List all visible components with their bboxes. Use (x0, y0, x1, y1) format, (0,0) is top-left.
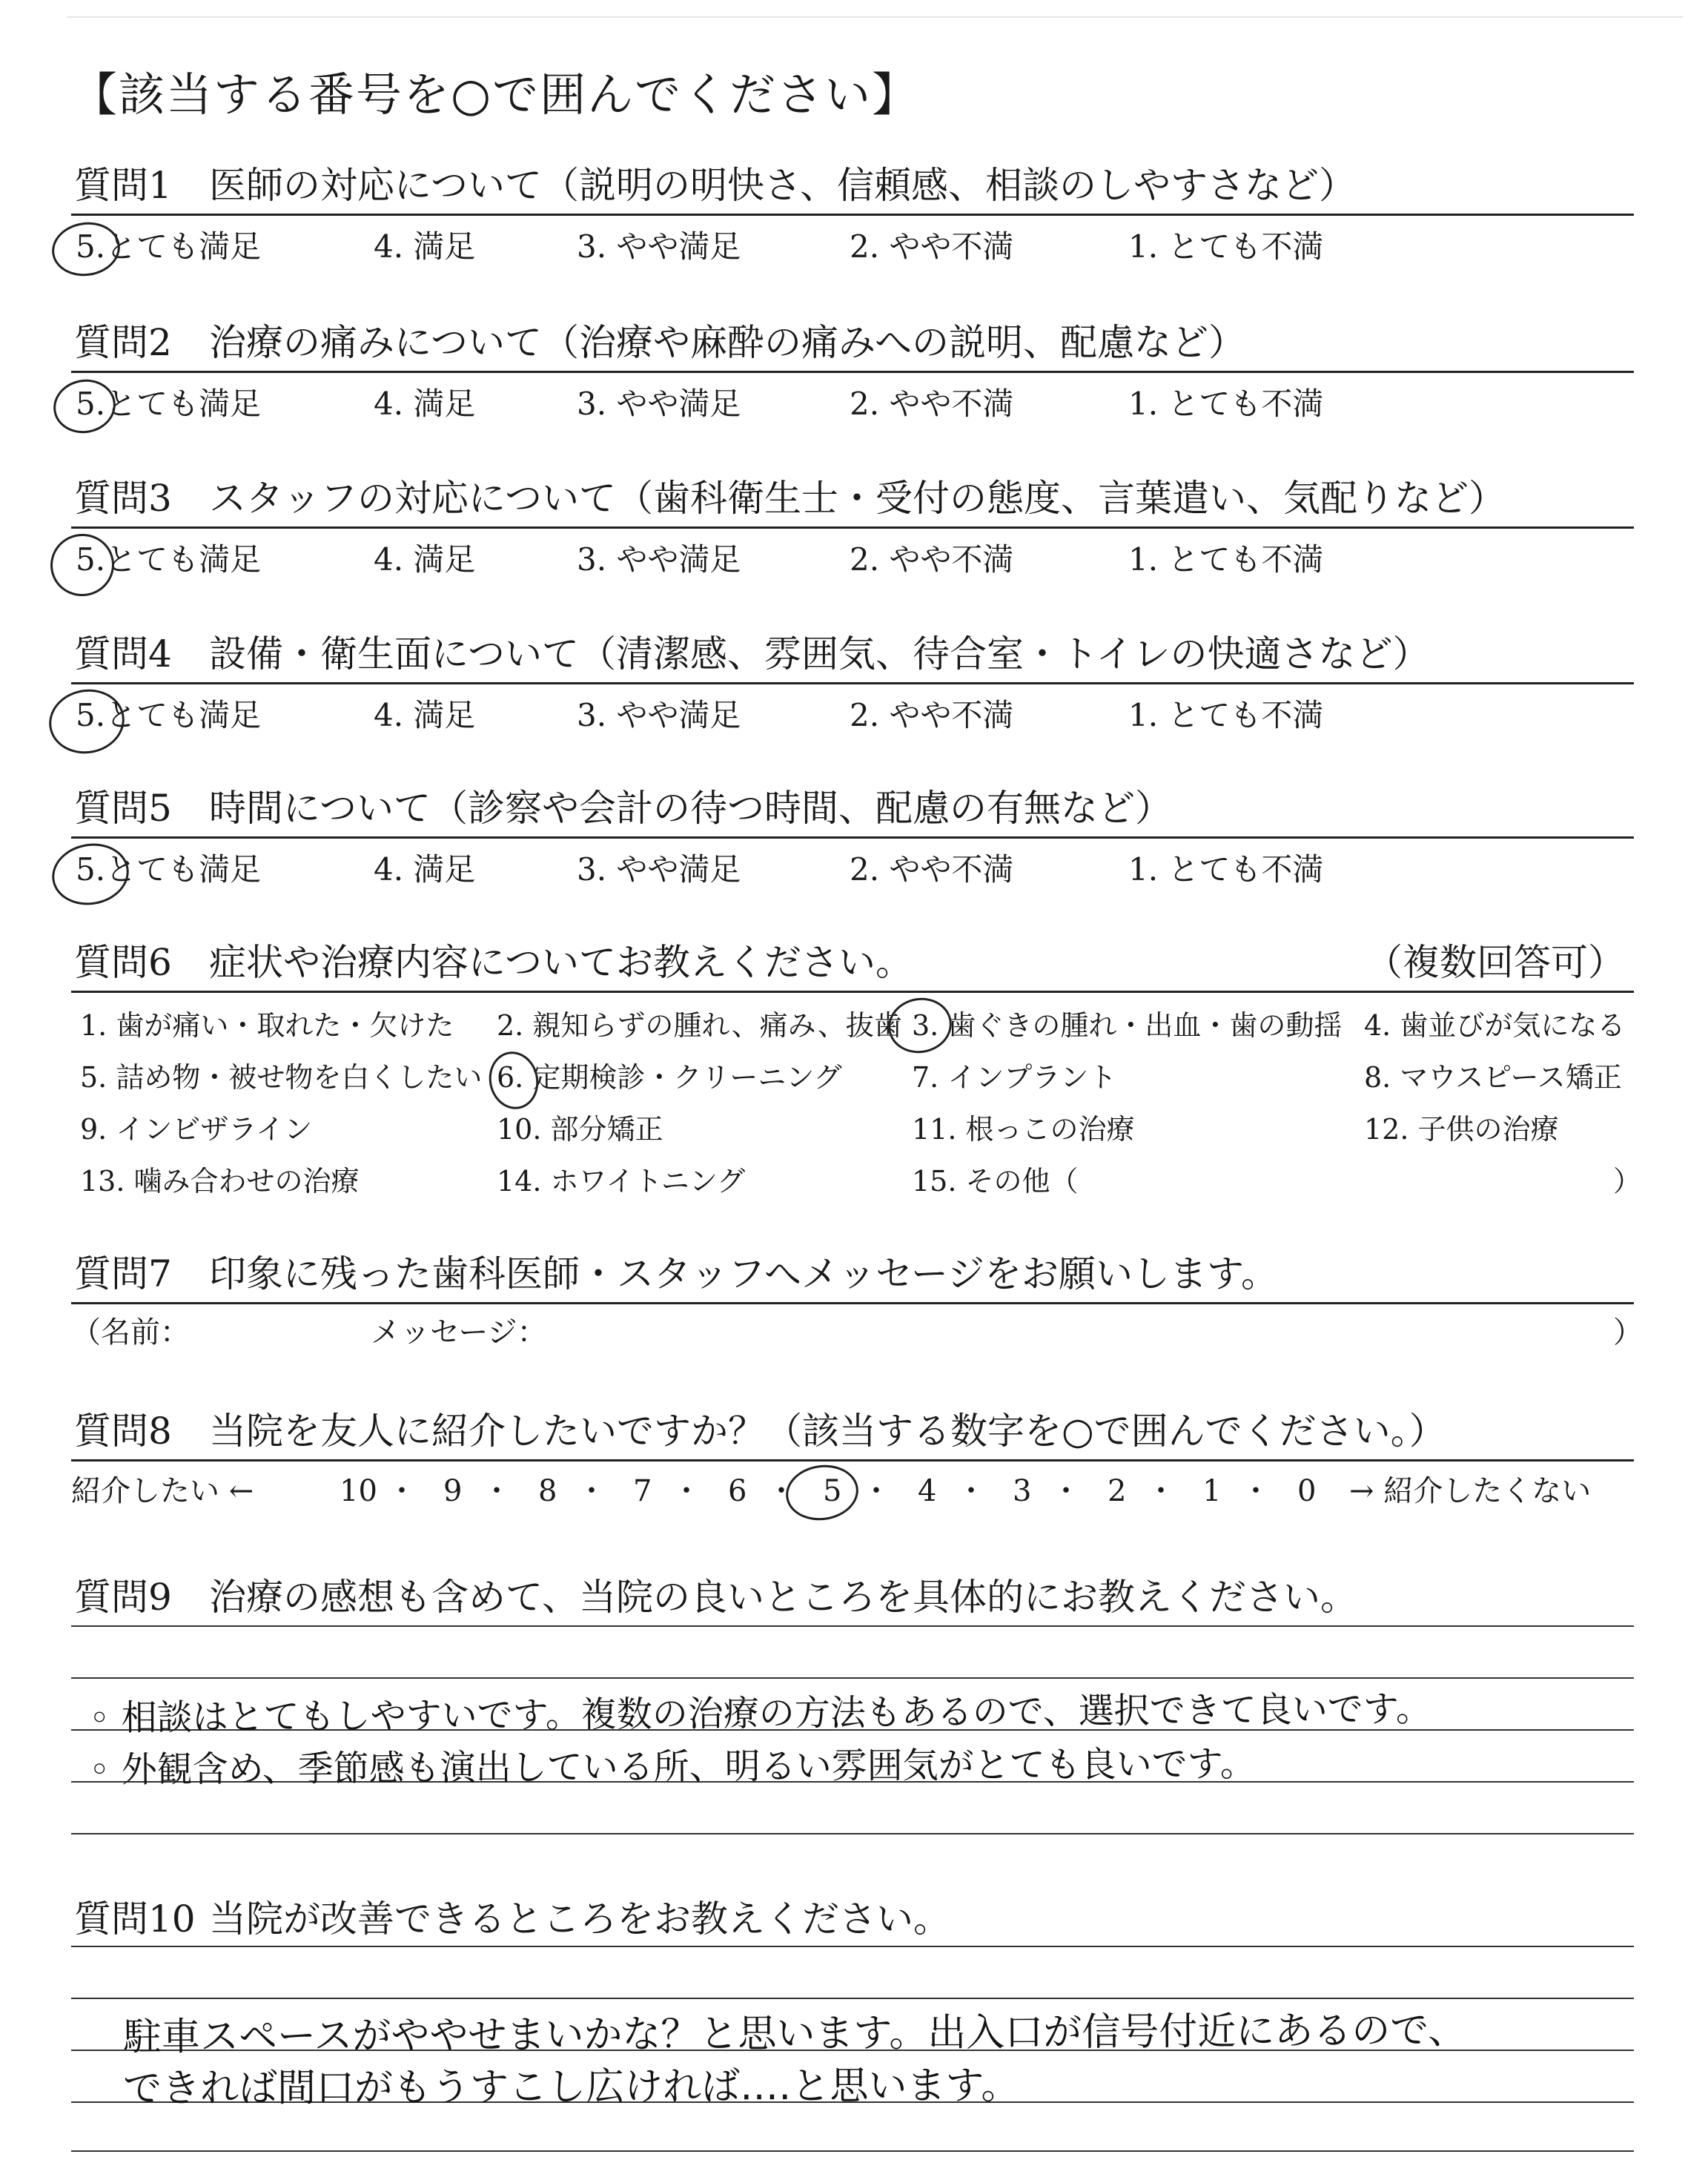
answer-line (71, 1946, 1634, 1947)
question-9-title (74, 1573, 1357, 1621)
q1-option-4[interactable]: 4. 満足 (374, 228, 476, 265)
q2-option-2[interactable]: 2. やや不満 (850, 386, 1014, 422)
scale-value-7[interactable]: 7 (633, 1474, 652, 1508)
q1-option-2[interactable]: 2. やや不満 (850, 228, 1014, 265)
question-1-title (74, 162, 1356, 209)
q6-option-2[interactable]: 2. 親知らずの腫れ、痛み、抜歯 (497, 1009, 902, 1042)
q5-option-2[interactable]: 2. やや不満 (850, 851, 1014, 888)
scale-value-5[interactable]: 5 (823, 1474, 842, 1508)
question-8-title (74, 1407, 1446, 1455)
question-number: 質問5 (74, 787, 172, 830)
q6-option-13[interactable]: 13. 噛み合わせの治療 (80, 1165, 360, 1198)
scale-separator-dot: ・ (672, 1474, 701, 1508)
q6-option-12[interactable]: 12. 子供の治療 (1364, 1113, 1559, 1146)
scale-value-9[interactable]: 9 (443, 1474, 463, 1508)
scale-value-10[interactable]: 10 (340, 1474, 377, 1508)
question-text: 治療の感想も含めて、当院の良いところを具体的にお教えください。 (209, 1576, 1357, 1619)
q4-option-2[interactable]: 2. やや不満 (850, 697, 1014, 733)
q2-option-1[interactable]: 1. とても不満 (1128, 386, 1324, 422)
question-text: 設備・衛生面について（清潔感、雰囲気、待合室・トイレの快適さなど） (209, 633, 1430, 676)
scale-separator-dot: ・ (482, 1474, 512, 1508)
selection-circle-mark (47, 838, 134, 911)
q6-option-15[interactable]: 15. その他（ (912, 1165, 1079, 1198)
question-2-title (74, 319, 1245, 366)
top-border (67, 16, 1683, 18)
q6-option-5[interactable]: 5. 詰め物・被せ物を白くしたい (80, 1061, 483, 1094)
q4-option-3[interactable]: 3. やや満足 (577, 697, 741, 733)
scale-value-4[interactable]: 4 (918, 1474, 937, 1508)
question-text: 医師の対応について（説明の明快さ、信頼感、相談のしやすさなど） (209, 164, 1356, 207)
page-heading: 【該当する番号を○で囲んでください】 (71, 67, 920, 122)
q5-option-5[interactable]: 5.とても満足 (76, 851, 262, 888)
selection-circle-mark (782, 1461, 861, 1525)
q6-option-8[interactable]: 8. マウスピース矯正 (1364, 1061, 1622, 1094)
message-label: メッセージ： (371, 1315, 547, 1350)
scale-separator-dot: ・ (1051, 1474, 1081, 1508)
q2-option-4[interactable]: 4. 満足 (374, 386, 476, 422)
selection-circle-mark (884, 993, 956, 1058)
q3-option-3[interactable]: 3. やや満足 (577, 541, 741, 578)
q6-option-9[interactable]: 9. インビザライン (80, 1113, 313, 1146)
question-number: 質問2 (74, 321, 172, 364)
answer-line (71, 1833, 1634, 1834)
q6-option-7[interactable]: 7. インプラント (912, 1061, 1117, 1094)
q1-option-1[interactable]: 1. とても不満 (1128, 228, 1324, 265)
q6-option-4[interactable]: 4. 歯並びが気になる (1364, 1009, 1626, 1042)
handwritten-answer-line: できれば間口がもうすこし広ければ‥‥と思います。 (122, 2063, 1020, 2112)
q2-option-5[interactable]: 5.とても満足 (76, 386, 262, 422)
question-number: 質問10 (74, 1898, 196, 1941)
answer-line (71, 2150, 1634, 2152)
question-number: 質問9 (74, 1576, 172, 1619)
scale-value-3[interactable]: 3 (1013, 1474, 1032, 1508)
q6-option-6[interactable]: 6. 定期検診・クリーニング (497, 1061, 842, 1094)
question-rule (71, 526, 1634, 529)
question-text: 治療の痛みについて（治療や麻酔の痛みへの説明、配慮など） (209, 321, 1245, 364)
q3-option-4[interactable]: 4. 満足 (374, 541, 476, 578)
question-rule (71, 991, 1634, 993)
question-5-title (74, 785, 1172, 832)
scale-separator-dot: ・ (861, 1474, 891, 1508)
scale-value-1[interactable]: 1 (1202, 1474, 1222, 1508)
question-6-title (74, 939, 913, 986)
question-text: 時間について（診察や会計の待つ時間、配慮の有無など） (209, 787, 1172, 830)
scale-value-8[interactable]: 8 (538, 1474, 557, 1508)
question-rule (71, 836, 1634, 839)
question-rule (71, 214, 1634, 216)
question-rule (71, 1302, 1634, 1304)
q6-option-14[interactable]: 14. ホワイトニング (497, 1165, 746, 1198)
scale-value-2[interactable]: 2 (1108, 1474, 1127, 1508)
q3-option-2[interactable]: 2. やや不満 (850, 541, 1014, 578)
question-rule (71, 1459, 1634, 1462)
question-number: 質問4 (74, 633, 172, 676)
scale-value-0[interactable]: 0 (1297, 1474, 1317, 1508)
question-rule (71, 682, 1634, 684)
scale-value-6[interactable]: 6 (728, 1474, 747, 1508)
question-text: 症状や治療内容についてお教えください。 (209, 941, 913, 984)
handwritten-answer-line: 駐車スペースがややせまいかな？と思います。出入口が信号付近にあるので、 (122, 2008, 1467, 2060)
question-text: 印象に残った歯科医師・スタッフへメッセージをお願いします。 (209, 1252, 1278, 1295)
question-text: スタッフの対応について（歯科衛生士・受付の態度、言葉遣い、気配りなど） (209, 477, 1506, 520)
question-number: 質問8 (74, 1410, 172, 1453)
answer-line (71, 1625, 1634, 1627)
handwritten-answer-line: ◦ 外観含め、季節感も演出している所、明るい雰囲気がとても良いです。 (88, 1743, 1256, 1791)
question-4-title (74, 630, 1430, 678)
q6-option-10[interactable]: 10. 部分矯正 (497, 1113, 663, 1146)
recommend-left-label: 紹介したい ← (71, 1474, 254, 1508)
multiple-answers-note: （複数回答可） (1366, 941, 1625, 984)
question-number: 質問3 (74, 477, 172, 520)
question-number: 質問1 (74, 164, 172, 207)
scale-separator-dot: ・ (387, 1474, 417, 1508)
q6-option-1[interactable]: 1. 歯が痛い・取れた・欠けた (80, 1009, 454, 1042)
q3-option-1[interactable]: 1. とても不満 (1128, 541, 1324, 578)
scale-separator-dot: ・ (1146, 1474, 1176, 1508)
q4-option-5[interactable]: 5.とても満足 (76, 697, 262, 733)
handwritten-answer-line: ◦ 相談はとてもしやすいです。複数の治療の方法もあるので、選択できて良いです。 (88, 1688, 1432, 1740)
scale-separator-dot: ・ (767, 1474, 796, 1508)
q6-option-3[interactable]: 3. 歯ぐきの腫れ・出血・歯の動揺 (912, 1009, 1343, 1042)
recommend-right-label: → 紹介したくない (1349, 1474, 1592, 1508)
question-text: 当院を友人に紹介したいですか？（該当する数字を○で囲んでください。） (209, 1410, 1446, 1453)
name-label: （名前： (71, 1315, 190, 1350)
answer-line (71, 1677, 1634, 1679)
scale-separator-dot: ・ (577, 1474, 606, 1508)
scale-separator-dot: ・ (956, 1474, 986, 1508)
q1-option-3[interactable]: 3. やや満足 (577, 228, 741, 265)
q3-option-5[interactable]: 5.とても満足 (76, 541, 262, 578)
scale-separator-dot: ・ (1241, 1474, 1271, 1508)
q5-option-4[interactable]: 4. 満足 (374, 851, 476, 888)
question-number: 質問7 (74, 1252, 172, 1295)
question-number: 質問6 (74, 941, 172, 984)
q6-option-11[interactable]: 11. 根っこの治療 (912, 1113, 1135, 1146)
q4-option-4[interactable]: 4. 満足 (374, 697, 476, 733)
question-3-title (74, 475, 1506, 522)
q4-option-1[interactable]: 1. とても不満 (1128, 697, 1324, 733)
question-10-title (74, 1895, 950, 1943)
q2-option-3[interactable]: 3. やや満足 (577, 386, 741, 422)
question-7-title (74, 1250, 1278, 1298)
other-close-paren: ） (1613, 1165, 1642, 1198)
q5-option-3[interactable]: 3. やや満足 (577, 851, 741, 888)
question-text: 当院が改善できるところをお教えください。 (209, 1898, 950, 1941)
question-rule (71, 371, 1634, 373)
message-close-paren: ） (1613, 1315, 1643, 1350)
q1-option-5[interactable]: 5.とても満足 (76, 228, 262, 265)
q5-option-1[interactable]: 1. とても不満 (1128, 851, 1324, 888)
